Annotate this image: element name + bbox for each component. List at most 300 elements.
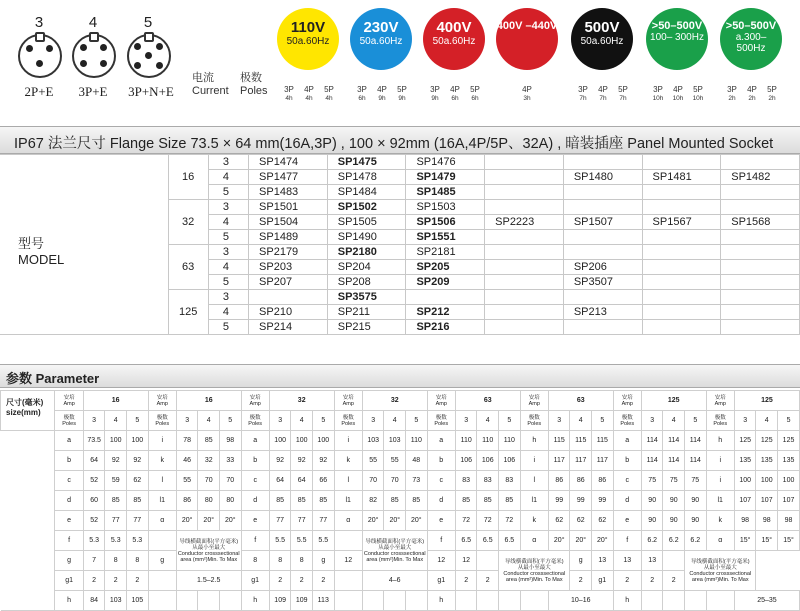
pole-hour-code: 3P 9h — [430, 85, 440, 102]
parameter-key: g — [55, 551, 83, 571]
parameter-value: 6.2 — [663, 531, 685, 551]
parameter-value: 85 — [312, 491, 334, 511]
poles-header: 极数 Poles — [55, 411, 83, 431]
parameter-value: 13 — [592, 551, 614, 571]
parameter-key: α — [148, 511, 176, 531]
model-cell — [721, 185, 800, 200]
model-cell — [249, 290, 328, 305]
parameter-value: 92 — [127, 451, 149, 471]
parameter-value — [176, 591, 198, 611]
parameter-value: 13 — [641, 551, 663, 571]
parameter-key: i — [148, 431, 176, 451]
model-cell — [563, 185, 642, 200]
model-cell — [642, 155, 721, 170]
amp-value-header: 125 — [641, 391, 706, 411]
parameter-key: e — [613, 511, 641, 531]
parameter-value: 77 — [291, 511, 313, 531]
parameter-value: 135 — [734, 451, 756, 471]
pole-hour-code: 5P 4h — [324, 85, 334, 102]
pin-count-3: 3 — [34, 14, 44, 31]
pole-hour-code: 4P 6h — [450, 85, 460, 102]
parameter-value: 117 — [592, 451, 614, 471]
poles-value-header: 4 — [291, 411, 313, 431]
parameter-value — [198, 591, 220, 611]
parameter-table — [0, 390, 800, 611]
parameter-value: 125 — [734, 431, 756, 451]
poles-value-header: 5 — [312, 411, 334, 431]
parameter-value: 86 — [176, 491, 198, 511]
parameter-value: 6.5 — [477, 531, 499, 551]
parameter-value: 114 — [641, 451, 663, 471]
parameter-value: 90 — [641, 491, 663, 511]
parameter-value: 70 — [362, 471, 384, 491]
plug-3-pin-icon — [18, 34, 62, 78]
model-cell — [721, 245, 800, 260]
parameter-key: d — [241, 491, 269, 511]
parameter-key: f — [427, 531, 455, 551]
parameter-value: 100 — [269, 431, 291, 451]
model-cell: SP2180 — [327, 245, 406, 260]
poles-cell: 3 — [208, 245, 248, 260]
parameter-value: 20° — [592, 531, 614, 551]
parameter-value: 109 — [269, 591, 291, 611]
model-cell — [642, 185, 721, 200]
parameter-value — [384, 591, 406, 611]
model-cell: SP2179 — [249, 245, 328, 260]
model-cell — [406, 290, 485, 305]
parameter-key: k — [334, 451, 362, 471]
parameter-key: l1 — [334, 491, 362, 511]
model-cell: SP1476 — [406, 155, 485, 170]
model-cell: SP204 — [327, 260, 406, 275]
parameter-key: a — [427, 431, 455, 451]
parameter-value: 99 — [570, 491, 592, 511]
poles-value-header: 3 — [269, 411, 291, 431]
parameter-value: 115 — [570, 431, 592, 451]
model-cell: SP215 — [327, 320, 406, 335]
parameter-key: l1 — [520, 491, 548, 511]
parameter-value — [362, 591, 384, 611]
parameter-value: 92 — [105, 451, 127, 471]
parameter-key: h — [427, 591, 455, 611]
parameter-value: 77 — [127, 511, 149, 531]
poles-value-header: 5 — [127, 411, 149, 431]
parameter-range: 25–35 — [734, 591, 799, 611]
parameter-value: 115 — [548, 431, 570, 451]
model-cell: SP1485 — [406, 185, 485, 200]
parameter-value: 2 — [291, 571, 313, 591]
model-cell — [563, 200, 642, 215]
parameter-value: 77 — [269, 511, 291, 531]
parameter-value: 85 — [499, 491, 521, 511]
poles-header: 极数 Poles — [241, 411, 269, 431]
parameter-value: 114 — [685, 451, 707, 471]
parameter-key: l — [520, 471, 548, 491]
amp-cell: 125 — [168, 290, 208, 335]
model-cell — [563, 230, 642, 245]
parameter-key — [477, 551, 499, 571]
model-cell: SP208 — [327, 275, 406, 290]
table-row — [1, 571, 800, 591]
model-cell — [642, 260, 721, 275]
voltage-badge — [277, 8, 339, 70]
poles-value-header: 3 — [734, 411, 756, 431]
parameter-key: h — [706, 431, 734, 451]
poles-value-header: 4 — [384, 411, 406, 431]
model-cell: SP1483 — [249, 185, 328, 200]
parameter-value: 80 — [219, 491, 241, 511]
parameter-value: 75 — [641, 471, 663, 491]
parameter-value: 83 — [499, 471, 521, 491]
parameter-key: h — [613, 591, 641, 611]
parameter-value: 62 — [592, 511, 614, 531]
model-cell: SP1507 — [563, 215, 642, 230]
pin-config-label: 3P+E — [78, 84, 108, 99]
parameter-value: 86 — [592, 471, 614, 491]
voltage-value: >50–500V — [725, 20, 777, 32]
parameter-value: 6.2 — [685, 531, 707, 551]
poles-cell: 4 — [208, 215, 248, 230]
parameter-value: 12 — [334, 551, 362, 571]
model-cell: SP210 — [249, 305, 328, 320]
poles-cell: 4 — [208, 260, 248, 275]
pole-hour-code: 4P 4h — [304, 85, 314, 102]
poles-header: 极数 Poles — [148, 411, 176, 431]
model-cell: SP214 — [249, 320, 328, 335]
table-row — [1, 451, 800, 471]
plug-4-pin-icon — [72, 34, 116, 78]
parameter-value: 52 — [83, 511, 105, 531]
parameter-value: 64 — [291, 471, 313, 491]
parameter-value: 92 — [291, 451, 313, 471]
pin-config-label: 3P+N+E — [128, 84, 174, 99]
model-cell: SP1484 — [327, 185, 406, 200]
parameter-key — [706, 591, 734, 611]
poles-cell: 3 — [208, 200, 248, 215]
amp-header: 安培 Amp — [241, 391, 269, 411]
poles-header: 极数 Poles — [334, 411, 362, 431]
pole-hour-code: 4P 7h — [598, 85, 608, 102]
current-label: 电流 Current — [192, 72, 229, 97]
frequency-value: 50a.60Hz — [580, 36, 624, 47]
parameter-value: 72 — [499, 511, 521, 531]
parameter-key: g — [312, 551, 334, 571]
parameter-key: e — [55, 511, 83, 531]
amp-value-header: 63 — [548, 391, 613, 411]
model-label-cell — [0, 155, 168, 335]
poles-value-header: 5 — [592, 411, 614, 431]
voltage-badge — [646, 8, 708, 70]
model-table — [0, 154, 800, 335]
parameter-key: g1 — [55, 571, 83, 591]
voltage-badge — [571, 8, 633, 70]
pole-hour-code: 5P 9h — [397, 85, 407, 102]
parameter-key: b — [241, 451, 269, 471]
parameter-value: 62 — [570, 511, 592, 531]
amp-header: 安培 Amp — [148, 391, 176, 411]
model-cell — [485, 290, 564, 305]
model-cell — [485, 275, 564, 290]
parameter-value: 62 — [127, 471, 149, 491]
voltage-badge — [423, 8, 485, 70]
parameter-key: a — [241, 431, 269, 451]
voltage-badge — [496, 8, 558, 70]
parameter-value: 5.3 — [83, 531, 105, 551]
parameter-key: e — [241, 511, 269, 531]
parameter-value: 55 — [176, 471, 198, 491]
poles-value-header: 5 — [685, 411, 707, 431]
pole-hour-code: 5P 7h — [618, 85, 628, 102]
parameter-value — [477, 591, 499, 611]
parameter-value: 78 — [176, 431, 198, 451]
parameter-key: c — [613, 471, 641, 491]
parameter-value: 70 — [384, 471, 406, 491]
pole-hour-code: 4P 10h — [672, 85, 684, 102]
model-cell: SP1481 — [642, 170, 721, 185]
parameter-value: 5.5 — [312, 531, 334, 551]
parameter-key: l1 — [148, 491, 176, 511]
model-cell — [563, 290, 642, 305]
model-cell: SP1482 — [721, 170, 800, 185]
parameter-key: b — [613, 451, 641, 471]
model-cell — [485, 245, 564, 260]
parameter-value — [455, 591, 477, 611]
parameter-key: e — [427, 511, 455, 531]
parameter-value: 98 — [734, 511, 756, 531]
parameter-value: 75 — [685, 471, 707, 491]
parameter-value: 32 — [198, 451, 220, 471]
parameter-value: 52 — [83, 471, 105, 491]
poles-value-header: 4 — [570, 411, 592, 431]
parameter-value: 90 — [641, 511, 663, 531]
parameter-key: l — [148, 471, 176, 491]
parameter-value: 55 — [362, 451, 384, 471]
model-cell — [485, 320, 564, 335]
poles-value-header: 4 — [663, 411, 685, 431]
parameter-key: b — [427, 451, 455, 471]
parameter-value — [641, 591, 663, 611]
parameter-key: a — [55, 431, 83, 451]
parameter-key: i — [334, 431, 362, 451]
parameter-key: h — [520, 431, 548, 451]
model-cell — [642, 290, 721, 305]
parameter-value: 77 — [312, 511, 334, 531]
model-cell — [485, 260, 564, 275]
parameter-key — [334, 571, 362, 591]
parameter-range: 4–6 — [362, 571, 427, 591]
parameter-value: 73 — [406, 471, 428, 491]
amp-cell: 32 — [168, 200, 208, 245]
parameter-key: f — [241, 531, 269, 551]
model-cell — [563, 155, 642, 170]
parameter-value: 110 — [455, 431, 477, 451]
parameter-value: 114 — [685, 431, 707, 451]
amp-value-header: 16 — [176, 391, 241, 411]
parameter-key: g — [570, 551, 592, 571]
pole-hour-code: 4P 2h — [747, 85, 757, 102]
model-cell: SP207 — [249, 275, 328, 290]
parameter-value: 72 — [455, 511, 477, 531]
parameter-key — [334, 531, 362, 551]
parameter-key: i — [706, 471, 734, 491]
parameter-value: 90 — [685, 511, 707, 531]
parameter-key: k — [520, 511, 548, 531]
voltage-value: 110V — [290, 19, 326, 36]
parameter-value: 125 — [778, 431, 800, 451]
parameter-value: 85 — [477, 491, 499, 511]
model-cell: SP1475 — [327, 155, 406, 170]
model-cell: SP1478 — [327, 170, 406, 185]
poles-header: 极数 Poles — [706, 411, 734, 431]
model-cell — [563, 320, 642, 335]
parameter-value: 5.5 — [291, 531, 313, 551]
model-cell: SP1502 — [327, 200, 406, 215]
parameter-value: 125 — [756, 431, 778, 451]
parameter-value: 92 — [269, 451, 291, 471]
pole-hour-code: 3P 2h — [727, 85, 737, 102]
parameter-key: b — [55, 451, 83, 471]
parameter-value: 114 — [663, 431, 685, 451]
parameter-value: 135 — [756, 451, 778, 471]
parameter-value — [406, 591, 428, 611]
model-cell — [485, 305, 564, 320]
size-mm-label: 尺寸(毫米) size(mm) — [6, 398, 44, 417]
parameter-value: 2 — [269, 571, 291, 591]
pole-hour-code: 3P 10h — [652, 85, 664, 102]
poles-cell: 5 — [208, 185, 248, 200]
poles-header: 极数 Poles — [613, 411, 641, 431]
frequency-value: 100– 300Hz — [650, 32, 704, 43]
poles-value-header: 3 — [176, 411, 198, 431]
parameter-value: 20° — [219, 511, 241, 531]
parameter-value: 117 — [548, 451, 570, 471]
model-cell: SP1480 — [563, 170, 642, 185]
parameter-value: 15° — [778, 531, 800, 551]
table-row — [1, 591, 800, 611]
parameter-key: α — [520, 531, 548, 551]
parameter-value: 109 — [291, 591, 313, 611]
parameter-value: 85 — [406, 491, 428, 511]
parameter-key: g1 — [427, 571, 455, 591]
parameter-value: 110 — [477, 431, 499, 451]
parameter-key: g — [148, 551, 176, 571]
pole-hour-code: 3P 6h — [357, 85, 367, 102]
parameter-value: 20° — [384, 511, 406, 531]
parameter-key: l — [334, 471, 362, 491]
amp-header: 安培 Amp — [520, 391, 548, 411]
parameter-value: 48 — [406, 451, 428, 471]
model-cell: SP1489 — [249, 230, 328, 245]
model-cell — [485, 170, 564, 185]
parameter-value: 100 — [734, 471, 756, 491]
model-cell: SP216 — [406, 320, 485, 335]
parameter-value: 103 — [105, 591, 127, 611]
amp-header: 安培 Amp — [55, 391, 83, 411]
parameter-title: 参数 Parameter — [6, 371, 100, 386]
parameter-value: 82 — [362, 491, 384, 511]
parameter-value: 98 — [219, 431, 241, 451]
parameter-value: 8 — [105, 551, 127, 571]
model-cell: SP1490 — [327, 230, 406, 245]
model-cell — [721, 155, 800, 170]
parameter-value: 15° — [734, 531, 756, 551]
model-cell: SP212 — [406, 305, 485, 320]
poles-header: 极数 Poles — [427, 411, 455, 431]
parameter-key — [148, 571, 176, 591]
model-cell — [721, 230, 800, 245]
model-cell — [485, 155, 564, 170]
parameter-value: 86 — [570, 471, 592, 491]
poles-value-header: 3 — [641, 411, 663, 431]
parameter-value: 114 — [641, 431, 663, 451]
model-cell — [563, 245, 642, 260]
model-cell: SP211 — [327, 305, 406, 320]
size-label-cell — [1, 431, 55, 611]
parameter-key: d — [613, 491, 641, 511]
parameter-value: 100 — [291, 431, 313, 451]
model-cell: SP1501 — [249, 200, 328, 215]
parameter-value: 8 — [291, 551, 313, 571]
parameter-value: 98 — [778, 511, 800, 531]
parameter-key — [148, 591, 176, 611]
model-cell — [721, 260, 800, 275]
parameter-value — [685, 591, 707, 611]
parameter-key: α — [334, 511, 362, 531]
parameter-key: k — [148, 451, 176, 471]
pole-hour-code: 5P 10h — [692, 85, 704, 102]
amp-value-header: 32 — [269, 391, 334, 411]
parameter-value: 20° — [406, 511, 428, 531]
parameter-value: 90 — [663, 491, 685, 511]
parameter-value: 106 — [455, 451, 477, 471]
plug-5-pin-icon — [127, 34, 171, 78]
parameter-value: 8 — [127, 551, 149, 571]
model-cell — [642, 320, 721, 335]
poles-value-header: 3 — [455, 411, 477, 431]
pin-config-label: 2P+E — [24, 84, 54, 99]
poles-value-header: 4 — [198, 411, 220, 431]
parameter-value: 8 — [269, 551, 291, 571]
pole-hour-code: 4P 9h — [377, 85, 387, 102]
amp-cell: 16 — [168, 155, 208, 200]
conductor-note: 导线横截面积(平方毫米) 从最小至最大 Conductor crosssectional area (mm²)Min. To Max — [685, 551, 756, 591]
parameter-header-bar — [0, 364, 800, 388]
table-row — [1, 391, 800, 411]
poles-cell: 3 — [208, 155, 248, 170]
model-cell — [642, 275, 721, 290]
table-row — [1, 431, 800, 451]
model-cell — [485, 185, 564, 200]
parameter-value — [219, 591, 241, 611]
parameter-value: 2 — [127, 571, 149, 591]
poles-value-header: 4 — [477, 411, 499, 431]
parameter-value: 33 — [219, 451, 241, 471]
parameter-key: a — [613, 431, 641, 451]
amp-value-header: 16 — [83, 391, 148, 411]
frequency-value: 50a.60Hz — [286, 36, 330, 47]
parameter-value: 105 — [127, 591, 149, 611]
parameter-value: 85 — [269, 491, 291, 511]
pole-hour-code: 5P 2h — [767, 85, 777, 102]
parameter-value: 100 — [778, 471, 800, 491]
parameter-value: 92 — [312, 451, 334, 471]
parameter-value: 8 — [241, 551, 269, 571]
parameter-value: 73.5 — [83, 431, 105, 451]
parameter-value: 2 — [477, 571, 499, 591]
conductor-note: 导线横截面积(平方毫米) 从最小至最大 Conductor crosssectional area (mm²)Min. To Max — [499, 551, 570, 591]
parameter-value: 12 — [427, 551, 455, 571]
parameter-value: 100 — [312, 431, 334, 451]
